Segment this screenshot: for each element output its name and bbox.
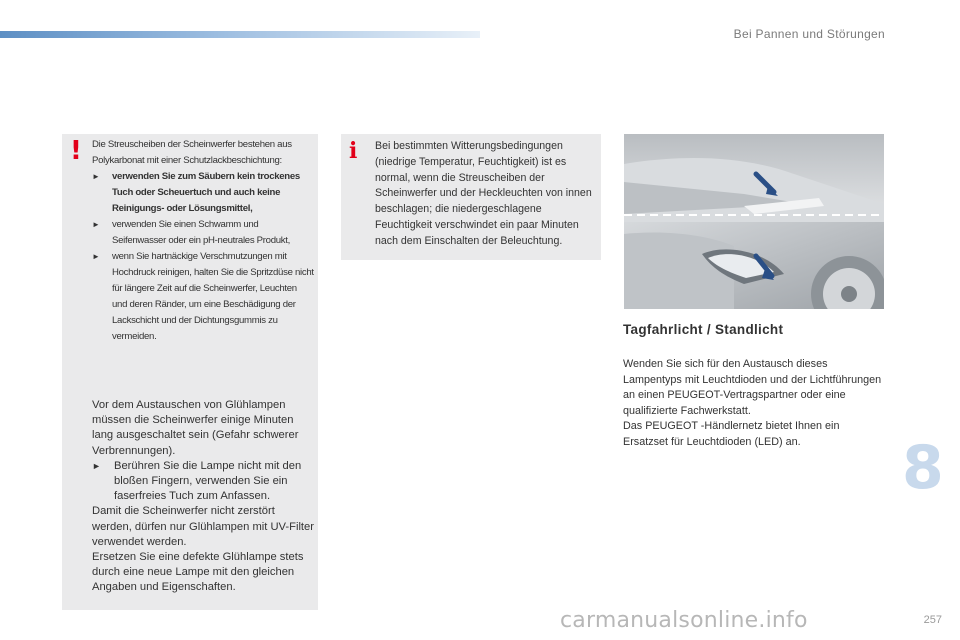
- info-text: Bei bestimmten Witterungsbedingungen (niedrige Temperatur, Feuchtigkeit) ist es normal, wenn die Streuscheiben der Scheinwerfer und der Heckleuchten von innen beschlagen; die niedergeschlagene Feuchtigkeit verschwindet ein paar Minuten nach dem Einschalten der Beleuchtung.: [375, 140, 592, 247]
- bullet-marker-icon: ►: [92, 460, 101, 471]
- headlight-photo: [624, 134, 884, 309]
- warning-icon: !: [70, 136, 82, 166]
- warning-lamp-notes: [92, 398, 314, 596]
- section-paragraph: Das PEUGEOT -Händlernetz bietet Ihnen ein Ersatzset für Leuchtdioden (LED) an.: [623, 420, 840, 448]
- warning-bullet-text: verwenden Sie einen Schwamm und Seifenwasser oder ein pH-neutrales Produkt,: [112, 219, 291, 246]
- warning-bullet: [92, 459, 314, 505]
- warning-bullet: [92, 249, 314, 345]
- bullet-marker-icon: ►: [92, 252, 100, 261]
- info-icon: i: [349, 138, 358, 164]
- section-title: Tagfahrlicht / Standlicht: [623, 322, 784, 337]
- warning-bullet-text: verwenden Sie zum Säubern kein trockenes Tuch oder Scheuertuch und auch keine Reinigungs- oder Lösungsmittel,: [112, 171, 300, 214]
- page-section-title: Bei Pannen und Störungen: [733, 27, 885, 41]
- warning-intro: Die Streuscheiben der Scheinwerfer bestehen aus Polykarbonat mit einer Schutzlackbeschichtung:: [92, 139, 292, 166]
- watermark: carmanualsonline.info: [560, 608, 808, 633]
- warning-paragraph: Vor dem Austauschen von Glühlampen müssen die Scheinwerfer einige Minuten lang ausgeschaltet sein (Gefahr schwerer Verbrennungen).: [92, 399, 299, 457]
- bullet-marker-icon: ►: [92, 220, 100, 229]
- warning-bullet: [92, 217, 314, 249]
- page-number: 257: [923, 614, 942, 626]
- chapter-number: 8: [902, 433, 944, 503]
- warning-bullet-text: Berühren Sie die Lampe nicht mit den bloßen Fingern, verwenden Sie ein faserfreies Tuch zum Anfassen.: [114, 459, 302, 503]
- warning-bullet: [92, 169, 314, 217]
- section-body: [623, 357, 883, 451]
- headlight-photo-illustration: [624, 134, 884, 309]
- warning-paragraph: Damit die Scheinwerfer nicht zerstört werden, dürfen nur Glühlampen mit UV-Filter verwendet werden.: [92, 505, 314, 548]
- warning-cleaning-notes: [92, 137, 314, 345]
- warning-paragraph: Ersetzen Sie eine defekte Glühlampe stets durch eine neue Lampe mit den gleichen Angaben und Eigenschaften.: [92, 551, 304, 594]
- header-accent-bar: [0, 31, 480, 38]
- section-paragraph: Wenden Sie sich für den Austausch dieses Lampentyps mit Leuchtdioden und der Lichtführungen an einen PEUGEOT-Vertragspartner oder eine qualifizierte Fachwerkstatt.: [623, 358, 882, 417]
- bullet-marker-icon: ►: [92, 172, 100, 181]
- warning-bullet-text: wenn Sie hartnäckige Verschmutzungen mit Hochdruck reinigen, halten Sie die Spritzdüse nicht für längere Zeit auf die Scheinwerfer, Leuchten und deren Ränder, um eine Beschädigung der Lackschicht und der Dichtungsgummis zu vermeiden.: [112, 251, 314, 342]
